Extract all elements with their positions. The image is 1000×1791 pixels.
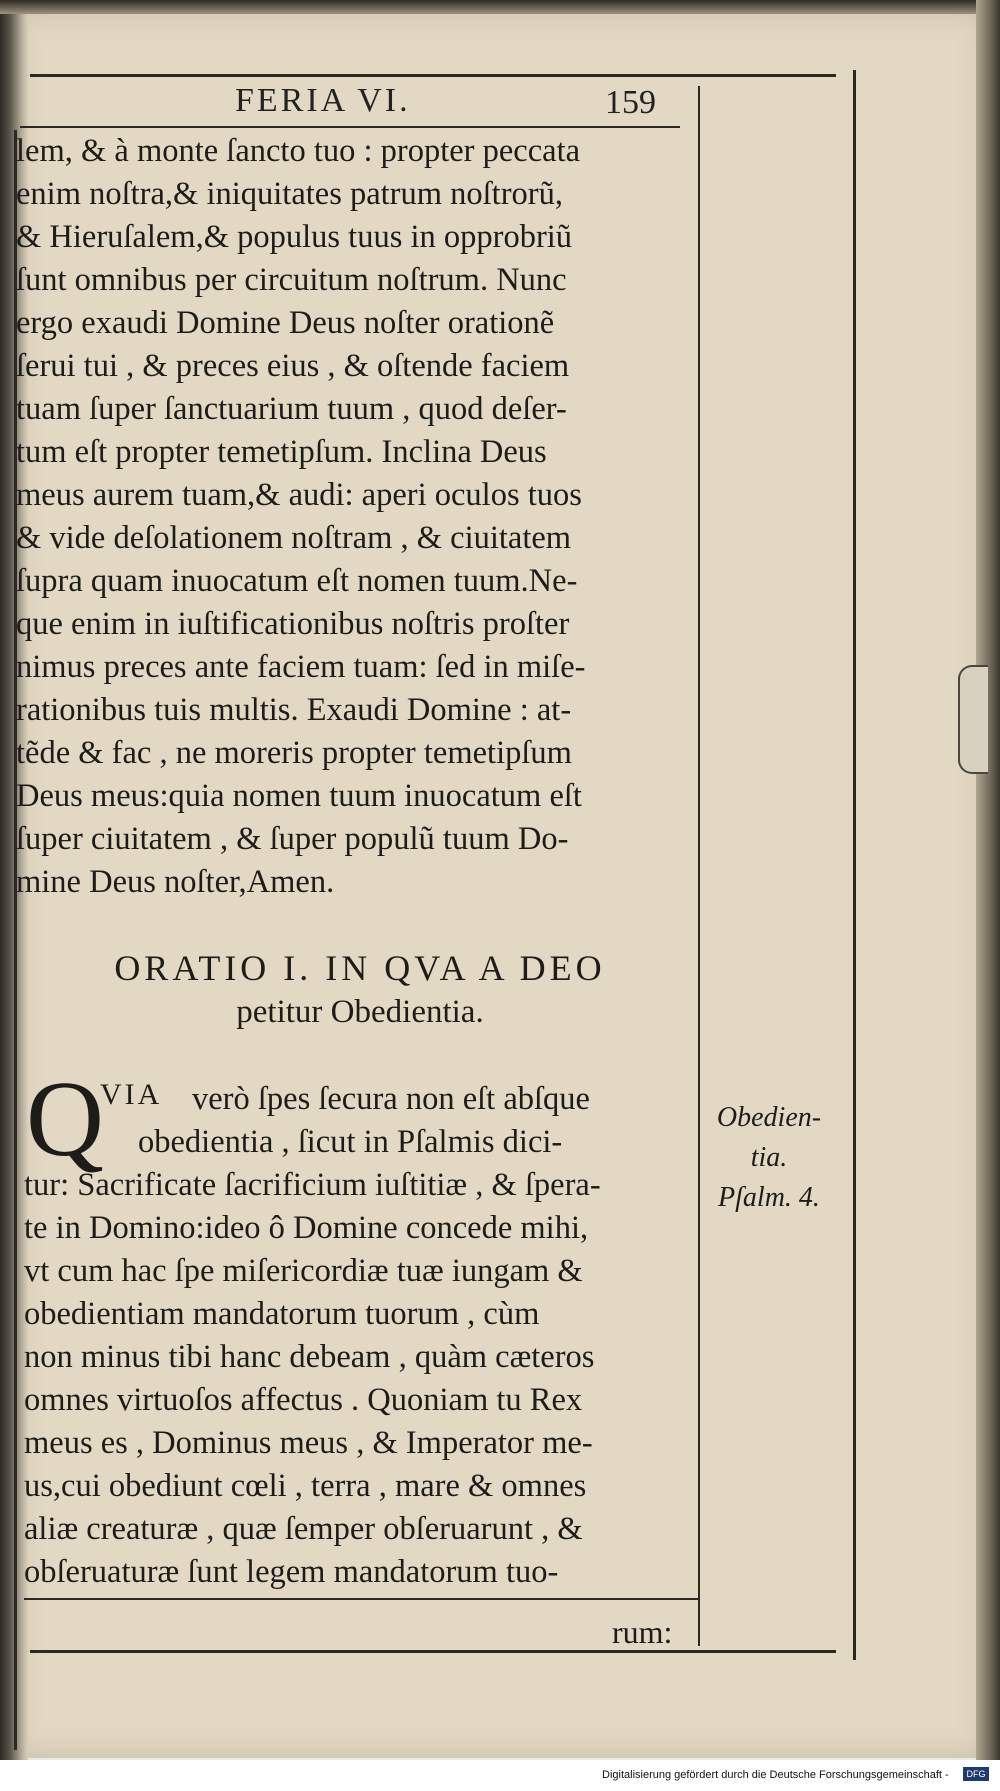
- drop-cap: Q: [26, 1060, 104, 1179]
- text-line: Deus meus:quia nomen tuum inuocatum eſt: [16, 778, 582, 814]
- text-line: omnes virtuoſos affectus . Quoniam tu Rex: [24, 1382, 583, 1418]
- text-line: tur: Sacrificate ſacrificium iuſtitiæ , & ſpera-: [24, 1167, 601, 1203]
- text-line: & vide deſolationem noſtram , & ciuitatem: [16, 520, 572, 556]
- text-line: nimus preces ante faciem tuam: ſed in miſe-: [16, 649, 586, 685]
- text-line: obſeruaturæ ſunt legem mandatorum tuo-: [24, 1554, 559, 1590]
- text-line: ergo exaudi Domine Deus noſter orationẽ: [16, 305, 555, 341]
- text-line: te in Domino:ideo ô Domine concede mihi,: [24, 1210, 589, 1246]
- frame-top-rule: [30, 74, 836, 77]
- margin-note-line: Pſalm. 4.: [718, 1182, 820, 1213]
- page-tab-marker: [958, 665, 988, 774]
- text-line: enim noſtra,& iniquitates patrum noſtrorũ,: [16, 176, 563, 212]
- text-line: non minus tibi hanc debeam , quàm cæteros: [24, 1339, 595, 1375]
- text-line: obedientiam mandatorum tuorum , cùm: [24, 1296, 540, 1332]
- text-line: & Hieruſalem,& populus tuus in opprobriũ: [16, 219, 573, 255]
- text-line: tum eſt propter temetipſum. Inclina Deus: [16, 434, 547, 470]
- text-line: us,cui obediunt cœli , terra , mare & omnes: [24, 1468, 587, 1504]
- text-line: que enim in iuſtificationibus noſtris proſter: [16, 606, 570, 642]
- margin-note: [704, 1098, 834, 1218]
- margin-note-line: Obedien-: [716, 1102, 822, 1133]
- text-line: aliæ creaturæ , quæ ſemper obſeruarunt , &: [24, 1511, 583, 1547]
- section-subheading: petitur Obedientia.: [236, 994, 484, 1030]
- paragraph-oratio: [24, 1078, 704, 1594]
- text-line: ſerui tui , & preces eius , & oſtende faciem: [16, 348, 570, 384]
- frame-bottom-rule: [30, 1650, 836, 1653]
- first-word-smallcaps: VIA: [100, 1078, 163, 1111]
- running-header: [200, 82, 680, 128]
- margin-note-line: tia.: [750, 1142, 788, 1173]
- text-line: meus aurem tuam,& audi: aperi oculos tuos: [16, 477, 582, 513]
- text-line: vt cum hac ſpe miſericordiæ tuæ iungam &: [24, 1253, 583, 1289]
- running-title: FERIA VI.: [235, 82, 411, 119]
- paragraph-continued: [16, 130, 694, 904]
- catchword: rum:: [612, 1614, 673, 1650]
- text-line: ſupra quam inuocatum eſt nomen tuum.Ne-: [16, 563, 578, 599]
- text-line: ſunt omnibus per circuitum noſtrum. Nunc: [16, 262, 567, 298]
- frame-right-rule: [853, 70, 856, 1660]
- digitization-credit: Digitalisierung gefördert durch die Deutsche Forschungsgemeinschaft -: [602, 1769, 949, 1781]
- top-shadow: [0, 0, 1000, 14]
- dfg-logo: DFG: [963, 1767, 989, 1781]
- text-line: ſuper ciuitatem , & ſuper populũ tuum Do-: [16, 821, 569, 857]
- text-line: tẽde & fac , ne moreris propter temetipſum: [16, 735, 572, 771]
- text-line: obedientia , ſicut in Pſalmis dici-: [138, 1124, 563, 1160]
- page-number: 159: [605, 84, 656, 121]
- text-line: verò ſpes ſecura non eſt abſque: [192, 1081, 590, 1117]
- text-line: tuam ſuper ſanctuarium tuum , quod deſer-: [16, 391, 567, 427]
- text-line: mine Deus noſter,Amen.: [16, 864, 335, 900]
- section-heading: ORATIO I. IN QVA A DEO: [114, 948, 606, 988]
- text-line: rationibus tuis multis. Exaudi Domine : at-: [16, 692, 572, 728]
- text-bottom-rule: [24, 1598, 700, 1600]
- text-line: lem, & à monte ſancto tuo : propter peccata: [16, 133, 581, 169]
- page-edge-shadow: [976, 0, 1000, 1760]
- text-line: meus es , Dominus meus , & Imperator me-: [24, 1425, 593, 1461]
